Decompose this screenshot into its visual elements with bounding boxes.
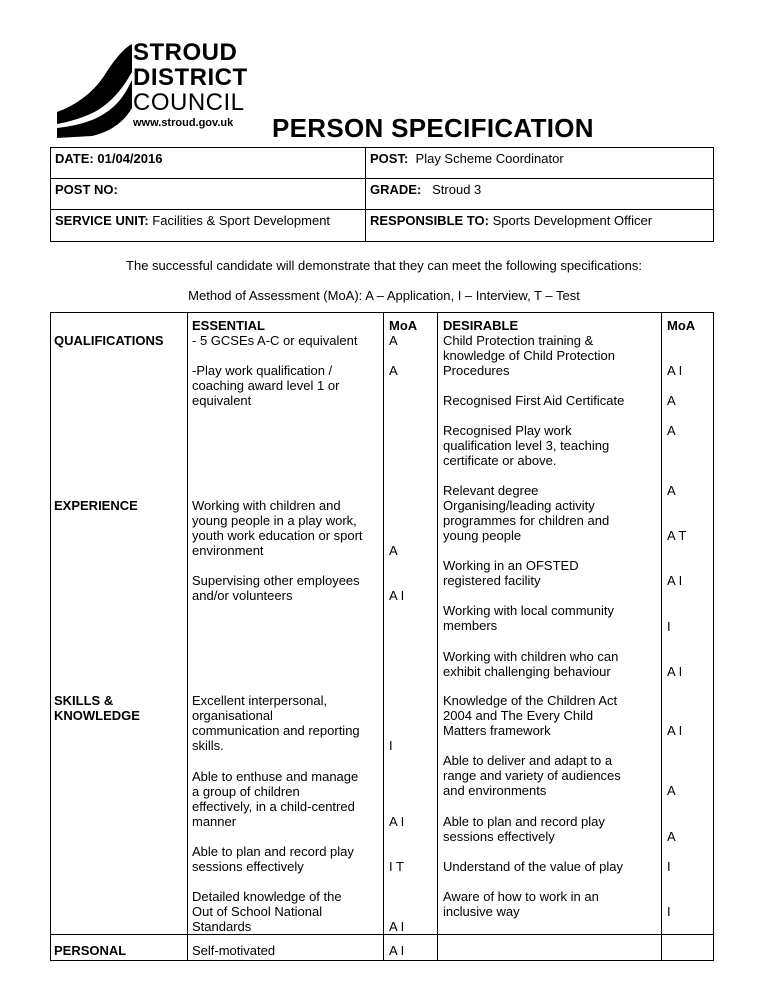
post-value: Play Scheme Coordinator bbox=[415, 151, 564, 166]
service-value: Facilities & Sport Development bbox=[152, 213, 331, 228]
logo-line-district: DISTRICT bbox=[133, 64, 248, 91]
post-cell bbox=[366, 148, 714, 179]
date-label: DATE: bbox=[55, 151, 94, 166]
logo-wordmark bbox=[133, 40, 248, 129]
column-divider bbox=[187, 313, 188, 960]
desirable-moa: A bbox=[667, 393, 676, 408]
essential-item: -Play work qualification / coaching award level 1 or equivalent bbox=[192, 363, 340, 408]
desirable-header: DESIRABLE bbox=[443, 318, 519, 333]
column-divider bbox=[383, 313, 384, 960]
essential-item: Detailed knowledge of the Out of School National Standards bbox=[192, 889, 342, 934]
section-label-personal: PERSONAL bbox=[54, 943, 127, 958]
essential-moa: A I bbox=[389, 588, 405, 603]
post-details-table bbox=[50, 147, 714, 242]
section-label-experience: EXPERIENCE bbox=[54, 498, 138, 513]
desirable-item: Recognised Play work qualification level 3, teaching certificate or above. bbox=[443, 423, 610, 468]
desirable-moa: A bbox=[667, 423, 676, 438]
desirable-moa: A bbox=[667, 829, 676, 844]
essential-item: Excellent interpersonal, organisational communication and reporting skills. bbox=[192, 693, 360, 753]
logo-line-stroud: STROUD bbox=[133, 39, 238, 66]
intro-text: The successful candidate will demonstrate that they can meet the following specifications: bbox=[126, 258, 642, 273]
logo-line-council: COUNCIL bbox=[133, 89, 245, 116]
essential-item: Self-motivated bbox=[192, 943, 276, 958]
desirable-item: Relevant degree bbox=[443, 483, 539, 498]
grade-cell bbox=[366, 179, 714, 210]
post-no-label: POST NO: bbox=[55, 182, 118, 197]
date-value: 01/04/2016 bbox=[97, 151, 163, 166]
desirable-item: Child Protection training & knowledge of Child Protection Procedures bbox=[443, 333, 615, 378]
desirable-moa: A I bbox=[667, 723, 683, 738]
desirable-moa: A T bbox=[667, 528, 687, 543]
moa-header: MoA bbox=[389, 318, 418, 333]
date-cell bbox=[51, 148, 366, 179]
desirable-moa: I bbox=[667, 619, 671, 634]
essential-moa: I T bbox=[389, 859, 404, 874]
essential-moa: A I bbox=[389, 814, 405, 829]
post-no-cell bbox=[51, 179, 366, 210]
desirable-item: Working with children who can exhibit challenging behaviour bbox=[443, 649, 619, 679]
desirable-moa: A bbox=[667, 783, 676, 798]
section-label-skills: SKILLS & KNOWLEDGE bbox=[54, 693, 140, 723]
desirable-item: Able to plan and record play sessions effectively bbox=[443, 814, 605, 844]
desirable-item: Able to deliver and adapt to a range and variety of audiences and environments bbox=[443, 753, 621, 798]
desirable-moa: A I bbox=[667, 664, 683, 679]
essential-item: Supervising other employees and/or volunteers bbox=[192, 573, 360, 603]
desirable-item: Knowledge of the Children Act 2004 and The Every Child Matters framework bbox=[443, 693, 618, 738]
essential-moa: A bbox=[389, 333, 398, 348]
desirable-moa: A I bbox=[667, 363, 683, 378]
desirable-moa: I bbox=[667, 904, 671, 919]
column-divider bbox=[661, 313, 662, 960]
row-divider bbox=[51, 934, 713, 935]
logo-url: www.stroud.gov.uk bbox=[133, 117, 234, 129]
column-divider bbox=[437, 313, 438, 960]
desirable-moa: A bbox=[667, 483, 676, 498]
essential-moa: A bbox=[389, 363, 398, 378]
essential-moa: A I bbox=[389, 943, 405, 958]
desirable-item: Aware of how to work in an inclusive way bbox=[443, 889, 599, 919]
desirable-moa: I bbox=[667, 859, 671, 874]
essential-moa: I bbox=[389, 738, 393, 753]
page-title: PERSON SPECIFICATION bbox=[272, 113, 594, 143]
desirable-item: Recognised First Aid Certificate bbox=[443, 393, 625, 408]
grade-label: GRADE: bbox=[370, 182, 422, 197]
essential-item: Working with children and young people in a play work, youth work education or sport environment bbox=[192, 498, 363, 558]
specification-table bbox=[50, 312, 714, 961]
essential-moa: A I bbox=[389, 919, 405, 934]
grade-value: Stroud 3 bbox=[432, 182, 482, 197]
service-unit-cell bbox=[51, 210, 366, 242]
post-label: POST: bbox=[370, 151, 409, 166]
responsible-value: Sports Development Officer bbox=[492, 213, 653, 228]
essential-item: - 5 GCSEs A-C or equivalent bbox=[192, 333, 358, 348]
desirable-item: Working with local community members bbox=[443, 603, 614, 633]
moa-header-desirable: MoA bbox=[667, 318, 696, 333]
service-label: SERVICE UNIT: bbox=[55, 213, 149, 228]
essential-item: Able to plan and record play sessions effectively bbox=[192, 844, 354, 874]
desirable-item: Understand of the value of play bbox=[443, 859, 623, 874]
desirable-item: Working in an OFSTED registered facility bbox=[443, 558, 579, 588]
responsible-cell bbox=[366, 210, 714, 242]
essential-header: ESSENTIAL bbox=[192, 318, 265, 333]
responsible-label: RESPONSIBLE TO: bbox=[370, 213, 489, 228]
section-label-qualifications: QUALIFICATIONS bbox=[54, 333, 164, 348]
essential-item: Able to enthuse and manage a group of children effectively, in a child-centred manner bbox=[192, 769, 359, 829]
moa-legend: Method of Assessment (MoA): A – Application, I – Interview, T – Test bbox=[188, 288, 580, 303]
desirable-moa: A I bbox=[667, 573, 683, 588]
desirable-item: Organising/leading activity programmes for children and young people bbox=[443, 498, 610, 543]
essential-moa: A bbox=[389, 543, 398, 558]
